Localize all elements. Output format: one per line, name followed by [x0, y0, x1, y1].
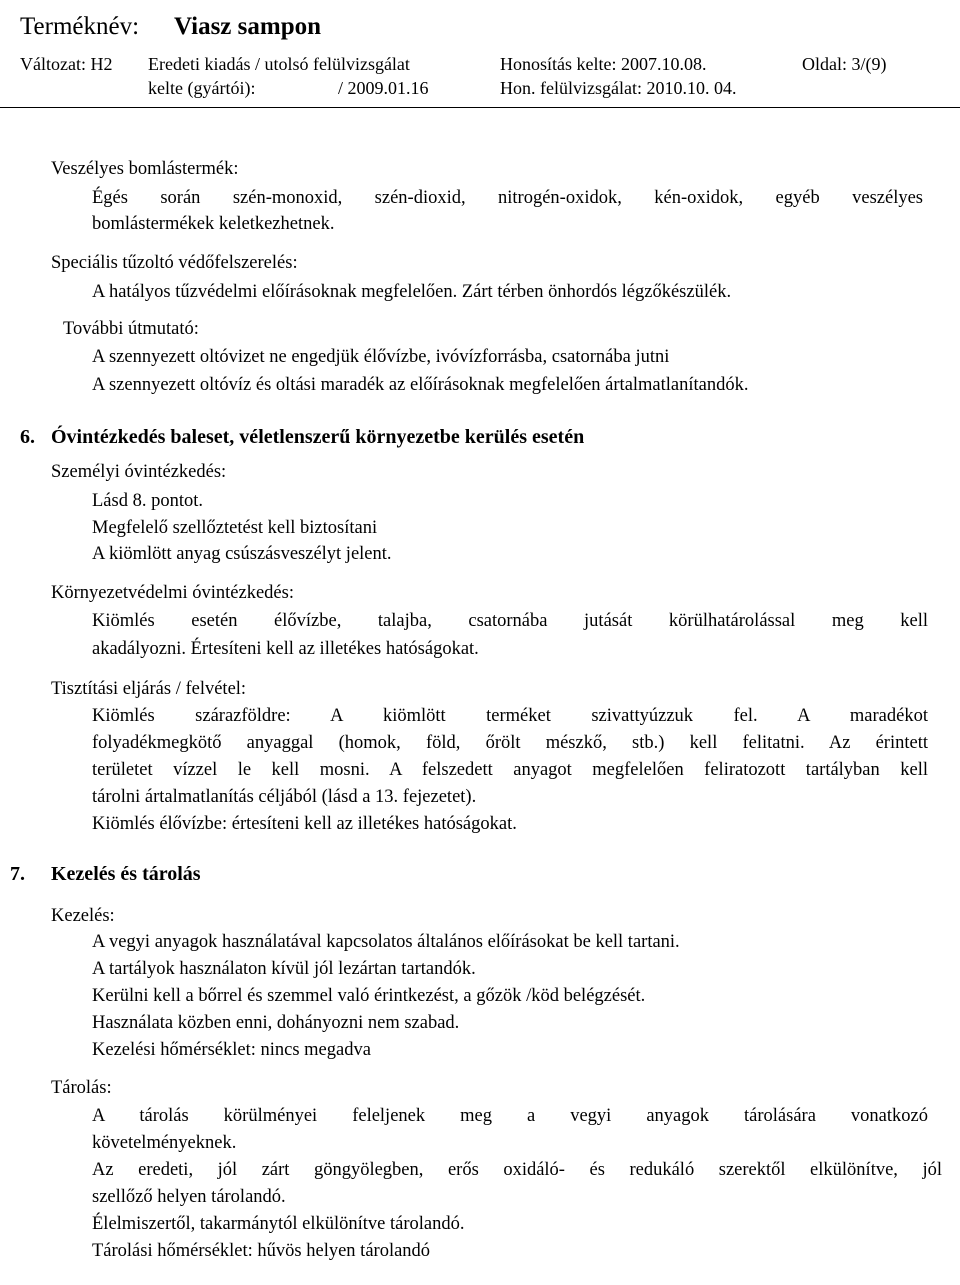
- further-title: További útmutató:: [63, 319, 199, 339]
- product-label: Terméknév:: [20, 13, 140, 40]
- section-7-number: 7.: [10, 863, 25, 885]
- clean-line-3: területet vízzel le kell mosni. A felszedett anyagot megfelelően feliratozott tartályban kell: [92, 760, 928, 780]
- issue-label-2: kelte (gyártói):: [148, 78, 256, 98]
- env-line-2: akadályozni. Értesíteni kell az illetékes hatóságokat.: [92, 639, 479, 659]
- env-line-1: Kiömlés esetén élővízbe, talajba, csatornába jutását körülhatárolással meg kell: [92, 611, 928, 631]
- storage-line-5: Élelmiszertől, takarmánytól elkülönítve tárolandó.: [92, 1214, 465, 1234]
- clean-line-4: tárolni ártalmatlanítás céljából (lásd a 13. fejezetet).: [92, 787, 477, 807]
- hon-review-date: Hon. felülvizsgálat: 2010.10. 04.: [500, 78, 737, 98]
- handling-line-5: Kezelési hőmérséklet: nincs megadva: [92, 1040, 371, 1060]
- storage-line-4: szellőző helyen tárolandó.: [92, 1187, 286, 1207]
- personal-line-3: A kiömlött anyag csúszásveszélyt jelent.: [92, 544, 392, 564]
- further-line-2: A szennyezett oltóvíz és oltási maradék az előírásoknak megfelelően ártalmatlanítandók.: [92, 375, 749, 395]
- header-divider: [0, 107, 960, 108]
- storage-line-1: A tárolás körülményei feleljenek meg a vegyi anyagok tárolására vonatkozó: [92, 1106, 928, 1126]
- storage-line-2: követelményeknek.: [92, 1133, 237, 1153]
- issue-label-1: Eredeti kiadás / utolsó felülvizsgálat: [148, 54, 410, 74]
- section-6-title: Óvintézkedés baleset, véletlenszerű környezetbe kerülés esetén: [51, 426, 585, 448]
- handling-line-4: Használata közben enni, dohányozni nem szabad.: [92, 1013, 460, 1033]
- handling-line-3: Kerülni kell a bőrrel és szemmel való érintkezést, a gőzök /köd belégzését.: [92, 986, 646, 1006]
- further-line-1: A szennyezett oltóvizet ne engedjük élővízbe, ivóvízforrásba, csatornába jutni: [92, 347, 670, 367]
- product-name: Viasz sampon: [174, 13, 322, 40]
- page-number: Oldal: 3/(9): [802, 54, 887, 74]
- ppe-line: A hatályos tűzvédelmi előírásoknak megfelelően. Zárt térben önhordós légzőkészülék.: [92, 282, 732, 302]
- personal-title: Személyi óvintézkedés:: [51, 462, 227, 482]
- hazard-title: Veszélyes bomlástermék:: [51, 159, 239, 179]
- section-7-title: Kezelés és tárolás: [51, 863, 201, 885]
- hazard-line-2: bomlástermékek keletkezhetnek.: [92, 214, 335, 234]
- clean-line-2: folyadékmegkötő anyaggal (homok, föld, őrölt mészkő, stb.) kell felitatni. Az érintett: [92, 733, 928, 753]
- personal-line-2: Megfelelő szellőztetést kell biztosítani: [92, 518, 378, 538]
- clean-line-1: Kiömlés szárazföldre: A kiömlött terméket szivattyúzzuk fel. A maradékot: [92, 706, 928, 726]
- honositas-date: Honosítás kelte: 2007.10.08.: [500, 54, 707, 74]
- section-6-number: 6.: [20, 426, 35, 448]
- clean-line-5: Kiömlés élővízbe: értesíteni kell az illetékes hatóságokat.: [92, 814, 517, 834]
- handling-title: Kezelés:: [51, 906, 115, 926]
- personal-line-1: Lásd 8. pontot.: [92, 491, 203, 511]
- hazard-line-1: Égés során szén-monoxid, szén-dioxid, nitrogén-oxidok, kén-oxidok, egyéb veszélyes: [92, 188, 923, 208]
- version: Változat: H2: [20, 54, 113, 74]
- storage-title: Tárolás:: [51, 1078, 112, 1098]
- ppe-title: Speciális tűzoltó védőfelszerelés:: [51, 253, 298, 273]
- storage-line-6: Tárolási hőmérséklet: hűvös helyen tárolandó: [92, 1241, 431, 1261]
- env-title: Környezetvédelmi óvintézkedés:: [51, 583, 294, 603]
- issue-date: / 2009.01.16: [338, 78, 429, 98]
- handling-line-1: A vegyi anyagok használatával kapcsolatos általános előírásokat be kell tartani.: [92, 932, 680, 952]
- clean-title: Tisztítási eljárás / felvétel:: [51, 679, 247, 699]
- handling-line-2: A tartályok használaton kívül jól lezártan tartandók.: [92, 959, 476, 979]
- storage-line-3: Az eredeti, jól zárt göngyölegben, erős oxidáló- és redukáló szerektől elkülönítve, jól: [92, 1160, 942, 1180]
- product-name-heading: [20, 10, 322, 44]
